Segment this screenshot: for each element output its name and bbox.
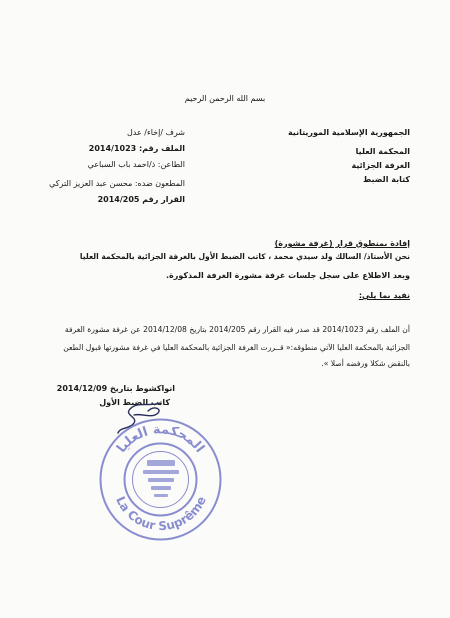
court-seal-stamp	[93, 412, 228, 547]
registry-name: كتابة الضبط	[362, 175, 410, 184]
chamber-name: الغرفة الجزائية	[351, 161, 410, 170]
stamp-top-text: المحكمة العليا	[114, 422, 207, 456]
footer-signer: كاتب الضبط الأول	[99, 398, 170, 407]
certify-heading: نفيد بما يلي:	[358, 291, 410, 300]
intro-line-2: وبعد الاطلاع على سجل جلسات غرفة مشورة الغرفة المذكورة.	[165, 271, 410, 280]
body-line-2: الجزائية بالمحكمة العليا الآتي منطوقه:« قــررت الغرفة الجزائية بالمحكمة العليا في غرفة مشورتها قبول الطعن	[63, 343, 410, 352]
document-title: إفادة بمنطوق قرار (غرفة مشورة)	[274, 239, 410, 248]
motto: شرف /إخاء/ عدل	[126, 128, 185, 137]
body-line-1: أن الملف رقم 2014/1023 قد صدر فيه القرار رقم 2014/205 بتاريخ 2014/12/08 عن غرفة مشورة الغرفة	[64, 325, 410, 334]
decision-number: القرار رقم 2014/205	[97, 195, 185, 204]
respondent: المطعون ضده: محسن عبد العزيز التركي	[49, 179, 185, 188]
republic-name: الجمهورية الإسلامية الموريتانية	[287, 128, 410, 137]
intro-line-1: نحن الأستاذ/ السالك ولد سيدي محمد ، كاتب الضبط الأول بالغرفة الجزائية بالمحكمة العليا	[79, 252, 410, 261]
body-line-3: بالنقض شكلا ورفضه أصلا ».	[321, 359, 410, 368]
svg-text:المحكمة العليا	[114, 422, 207, 456]
basmala: بسم الله الرحمن الرحيم	[184, 94, 266, 103]
stamp-bottom-text: La Cour Suprême	[113, 494, 209, 534]
footer-date: انواكشوط بتاريخ 2014/12/09	[56, 384, 175, 393]
svg-text:La Cour Suprême	[113, 494, 209, 533]
appellant: الطاعن: ذ/احمد باب السباعي	[87, 160, 185, 169]
file-number: الملف رقم: 2014/1023	[88, 144, 185, 153]
court-name: المحكمة العليا	[355, 147, 410, 156]
